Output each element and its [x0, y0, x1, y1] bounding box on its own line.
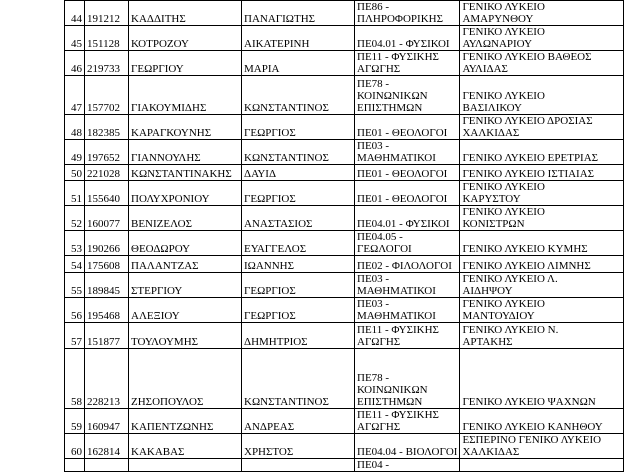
registry-code: 182385: [85, 115, 129, 140]
school: [460, 1, 624, 26]
surname: ΚΟΤΡΟΖΟΥ: [129, 26, 242, 51]
registry-code: 197652: [85, 140, 129, 165]
school-line: ΓΕΝΙΚΟ ΛΥΚΕΙΟ: [462, 298, 545, 310]
first-name: ΑΙΚΑΤΕΡΙΝΗ: [242, 26, 355, 51]
specialty-line: ΠΕ01 - ΘΕΟΛΟΓΟΙ: [357, 168, 448, 180]
first-name: ΔΑΥΙΔ: [242, 165, 355, 181]
first-name: ΔΗΜΗΤΡΙΟΣ: [242, 323, 355, 349]
school: [460, 165, 624, 181]
specialty: [355, 51, 460, 76]
specialty-line: ΕΠΙΣΤΗΜΩΝ: [357, 102, 423, 114]
specialty-line: ΠΕ01 - ΘΕΟΛΟΓΟΙ: [357, 193, 448, 205]
specialty-line: ΠΕ04.01 - ΦΥΣΙΚΟΙ: [357, 38, 450, 50]
surname: ΘΕΟΔΩΡΟΥ: [129, 231, 242, 256]
surname: ΚΑΠΕΝΤΖΩΝΗΣ: [129, 409, 242, 434]
specialty-line: ΠΕ11 - ΦΥΣΙΚΗΣ: [357, 324, 439, 336]
school: [460, 349, 624, 409]
surname: ΠΟΛΥΧΡΟΝΙΟΥ: [129, 181, 242, 206]
specialty-line: ΠΕ04.01 - ΦΥΣΙΚΟΙ: [357, 218, 450, 230]
specialty-line: ΓΕΩΛΟΓΟΙ: [357, 243, 412, 255]
school-line: ΓΕΝΙΚΟ ΛΥΚΕΙΟ ΚΥΜΗΣ: [462, 243, 588, 255]
table-row: [65, 434, 624, 459]
registry-code: 155640: [85, 181, 129, 206]
first-name: ΓΕΩΡΓΙΟΣ: [242, 115, 355, 140]
school-line: ΓΕΝΙΚΟ ΛΥΚΕΙΟ ΔΡΟΣΙΑΣ: [462, 115, 593, 127]
registry-code: [85, 459, 129, 472]
specialty-line: ΠΕ01 - ΘΕΟΛΟΓΟΙ: [357, 127, 448, 139]
school: [460, 459, 624, 472]
first-name: [242, 459, 355, 472]
school-line: ΓΕΝΙΚΟ ΛΥΚΕΙΟ: [462, 206, 545, 218]
registry-code: 219733: [85, 51, 129, 76]
surname: ΓΙΑΝΝΟΥΛΗΣ: [129, 140, 242, 165]
table-row: [65, 51, 624, 76]
table-row: [65, 231, 624, 256]
school-line: ΕΣΠΕΡΙΝΟ ΓΕΝΙΚΟ ΛΥΚΕΙΟ: [462, 434, 602, 446]
first-name: ΑΝΑΣΤΑΣΙΟΣ: [242, 206, 355, 231]
specialty-line: ΠΛΗΡΟΦΟΡΙΚΗΣ: [357, 13, 443, 25]
first-name: ΙΩΑΝΝΗΣ: [242, 256, 355, 273]
registry-code: 157702: [85, 76, 129, 115]
specialty-line: ΠΕ03 -: [357, 298, 390, 310]
school-line: ΑΜΑΡΥΝΘΟΥ: [462, 13, 534, 25]
specialty: [355, 206, 460, 231]
school-line: ΓΕΝΙΚΟ ΛΥΚΕΙΟ ΨΑΧΝΩΝ: [462, 396, 596, 408]
surname: ΚΑΔΔΙΤΗΣ: [129, 1, 242, 26]
registry-code: 151128: [85, 26, 129, 51]
table-row: [65, 181, 624, 206]
surname: ΣΤΕΡΓΙΟΥ: [129, 273, 242, 298]
row-number: 59: [65, 409, 85, 434]
specialty-line: ΑΓΩΓΗΣ: [357, 421, 401, 433]
first-name: ΚΩΝΣΤΑΝΤΙΝΟΣ: [242, 76, 355, 115]
specialty: [355, 434, 460, 459]
row-number: 53: [65, 231, 85, 256]
school-line: ΚΟΝΙΣΤΡΩΝ: [462, 218, 525, 230]
surname: ΑΛΕΞΙΟΥ: [129, 298, 242, 323]
row-number: 55: [65, 273, 85, 298]
row-number: 58: [65, 349, 85, 409]
specialty: [355, 298, 460, 323]
specialty-line: ΜΑΘΗΜΑΤΙΚΟΙ: [357, 152, 436, 164]
school-line: ΓΕΝΙΚΟ ΛΥΚΕΙΟ ΚΑΝΗΘΟΥ: [462, 421, 603, 433]
specialty: [355, 76, 460, 115]
row-number: 60: [65, 434, 85, 459]
school-line: ΑΥΛΩΝΑΡΙΟΥ: [462, 38, 533, 50]
surname: ΚΩΝΣΤΑΝΤΙΝΑΚΗΣ: [129, 165, 242, 181]
specialty-line: ΠΕ11 - ΦΥΣΙΚΗΣ: [357, 409, 439, 421]
first-name: ΓΕΩΡΓΙΟΣ: [242, 181, 355, 206]
specialty-line: ΜΑΘΗΜΑΤΙΚΟΙ: [357, 285, 436, 297]
school: [460, 434, 624, 459]
table-row: [65, 206, 624, 231]
surname: ΖΗΣΟΠΟΥΛΟΣ: [129, 349, 242, 409]
first-name: ΑΝΔΡΕΑΣ: [242, 409, 355, 434]
school-line: ΓΕΝΙΚΟ ΛΥΚΕΙΟ: [462, 90, 545, 102]
specialty-line: ΠΕ04 -: [357, 459, 390, 471]
specialty-line: ΠΕ86 -: [357, 1, 390, 13]
specialty-line: ΠΕ03 -: [357, 273, 390, 285]
specialty: [355, 140, 460, 165]
specialty-line: ΠΕ78 -: [357, 78, 390, 90]
school-line: ΓΕΝΙΚΟ ΛΥΚΕΙΟ ΛΙΜΝΗΣ: [462, 260, 591, 272]
registry-code: 189845: [85, 273, 129, 298]
row-number: 44: [65, 1, 85, 26]
school: [460, 273, 624, 298]
row-number: [65, 459, 85, 472]
school-line: ΓΕΝΙΚΟ ΛΥΚΕΙΟ: [462, 26, 545, 38]
school-line: ΓΕΝΙΚΟ ΛΥΚΕΙΟ ΕΡΕΤΡΙΑΣ: [462, 152, 599, 164]
registry-code: 151877: [85, 323, 129, 349]
assignment-table: [64, 0, 624, 472]
registry-code: 228213: [85, 349, 129, 409]
surname: [129, 459, 242, 472]
school: [460, 76, 624, 115]
specialty: [355, 231, 460, 256]
specialty-line: ΠΕ78 -: [357, 372, 390, 384]
surname: ΚΑΡΑΓΚΟΥΝΗΣ: [129, 115, 242, 140]
specialty-line: ΠΕ11 - ΦΥΣΙΚΗΣ: [357, 51, 439, 63]
school-line: ΑΡΤΑΚΗΣ: [462, 336, 513, 348]
specialty-line: ΑΓΩΓΗΣ: [357, 63, 401, 75]
school-line: ΑΙΔΗΨΟΥ: [462, 285, 513, 297]
specialty: [355, 165, 460, 181]
row-number: 47: [65, 76, 85, 115]
surname: ΠΑΛΑΝΤΖΑΣ: [129, 256, 242, 273]
school-line: ΚΑΡΥΣΤΟΥ: [462, 193, 521, 205]
table-row: [65, 273, 624, 298]
surname: ΒΕΝΙΖΕΛΟΣ: [129, 206, 242, 231]
row-number: 51: [65, 181, 85, 206]
specialty: [355, 256, 460, 273]
table-row: [65, 76, 624, 115]
school: [460, 409, 624, 434]
specialty: [355, 323, 460, 349]
school-line: ΓΕΝΙΚΟ ΛΥΚΕΙΟ: [462, 181, 545, 193]
registry-code: 221028: [85, 165, 129, 181]
school-line: ΓΕΝΙΚΟ ΛΥΚΕΙΟ: [462, 1, 545, 13]
school-line: ΓΕΝΙΚΟ ΛΥΚΕΙΟ ΙΣΤΙΑΙΑΣ: [462, 168, 595, 180]
first-name: ΕΥΑΓΓΕΛΟΣ: [242, 231, 355, 256]
school-line: ΓΕΝΙΚΟ ΛΥΚΕΙΟ ΒΑΘΕΟΣ: [462, 51, 592, 63]
registry-code: 195468: [85, 298, 129, 323]
school: [460, 206, 624, 231]
registry-code: 191212: [85, 1, 129, 26]
school: [460, 298, 624, 323]
registry-code: 175608: [85, 256, 129, 273]
school: [460, 51, 624, 76]
specialty: [355, 26, 460, 51]
table-row: [65, 298, 624, 323]
school: [460, 256, 624, 273]
specialty-line: ΚΟΙΝΩΝΙΚΩΝ: [357, 384, 428, 396]
table-row: [65, 349, 624, 409]
registry-code: 162814: [85, 434, 129, 459]
specialty-line: ΠΕ02 - ΦΙΛΟΛΟΓΟΙ: [357, 260, 452, 272]
table-row: [65, 323, 624, 349]
specialty-line: ΠΕ04.04 - ΒΙΟΛΟΓΟΙ: [357, 446, 458, 458]
table-row: [65, 115, 624, 140]
table-body: [65, 1, 624, 472]
school-line: ΧΑΛΚΙΔΑΣ: [462, 127, 520, 139]
surname: ΓΕΩΡΓΙΟΥ: [129, 51, 242, 76]
school: [460, 181, 624, 206]
row-number: 49: [65, 140, 85, 165]
school-line: ΒΑΣΙΛΙΚΟΥ: [462, 102, 522, 114]
specialty-line: ΠΕ04.05 -: [357, 231, 403, 243]
first-name: ΓΕΩΡΓΙΟΣ: [242, 298, 355, 323]
surname: ΚΑΚΑΒΑΣ: [129, 434, 242, 459]
school: [460, 323, 624, 349]
surname: ΓΙΑΚΟΥΜΙΔΗΣ: [129, 76, 242, 115]
row-number: 56: [65, 298, 85, 323]
specialty: [355, 459, 460, 472]
registry-code: 160947: [85, 409, 129, 434]
school-line: ΧΑΛΚΙΔΑΣ: [462, 446, 520, 458]
specialty-line: ΜΑΘΗΜΑΤΙΚΟΙ: [357, 310, 436, 322]
table-row: [65, 26, 624, 51]
specialty-line: ΚΟΙΝΩΝΙΚΩΝ: [357, 90, 428, 102]
first-name: ΓΕΩΡΓΙΟΣ: [242, 273, 355, 298]
school: [460, 26, 624, 51]
specialty: [355, 349, 460, 409]
specialty-line: ΑΓΩΓΗΣ: [357, 336, 401, 348]
school-line: ΓΕΝΙΚΟ ΛΥΚΕΙΟ Λ.: [462, 273, 558, 285]
table-row: [65, 409, 624, 434]
registry-code: 160077: [85, 206, 129, 231]
specialty: [355, 409, 460, 434]
row-number: 54: [65, 256, 85, 273]
registry-code: 190266: [85, 231, 129, 256]
school: [460, 231, 624, 256]
row-number: 46: [65, 51, 85, 76]
table-row: [65, 256, 624, 273]
school-line: ΓΕΝΙΚΟ ΛΥΚΕΙΟ Ν.: [462, 324, 559, 336]
specialty-line: ΠΕ03 -: [357, 140, 390, 152]
table-row: [65, 459, 624, 472]
specialty: [355, 273, 460, 298]
row-number: 57: [65, 323, 85, 349]
school: [460, 140, 624, 165]
first-name: ΧΡΗΣΤΟΣ: [242, 434, 355, 459]
row-number: 50: [65, 165, 85, 181]
first-name: ΚΩΝΣΤΑΝΤΙΝΟΣ: [242, 140, 355, 165]
row-number: 48: [65, 115, 85, 140]
school: [460, 115, 624, 140]
specialty-line: ΕΠΙΣΤΗΜΩΝ: [357, 396, 423, 408]
school-line: ΜΑΝΤΟΥΔΙΟΥ: [462, 310, 535, 322]
specialty: [355, 1, 460, 26]
row-number: 45: [65, 26, 85, 51]
first-name: ΜΑΡΙΑ: [242, 51, 355, 76]
specialty: [355, 115, 460, 140]
school-line: ΑΥΛΙΔΑΣ: [462, 63, 508, 75]
surname: ΤΟΥΛΟΥΜΗΣ: [129, 323, 242, 349]
specialty: [355, 181, 460, 206]
table-row: [65, 1, 624, 26]
first-name: ΠΑΝΑΓΙΩΤΗΣ: [242, 1, 355, 26]
table-row: [65, 140, 624, 165]
first-name: ΚΩΝΣΤΑΝΤΙΝΟΣ: [242, 349, 355, 409]
table-row: [65, 165, 624, 181]
row-number: 52: [65, 206, 85, 231]
